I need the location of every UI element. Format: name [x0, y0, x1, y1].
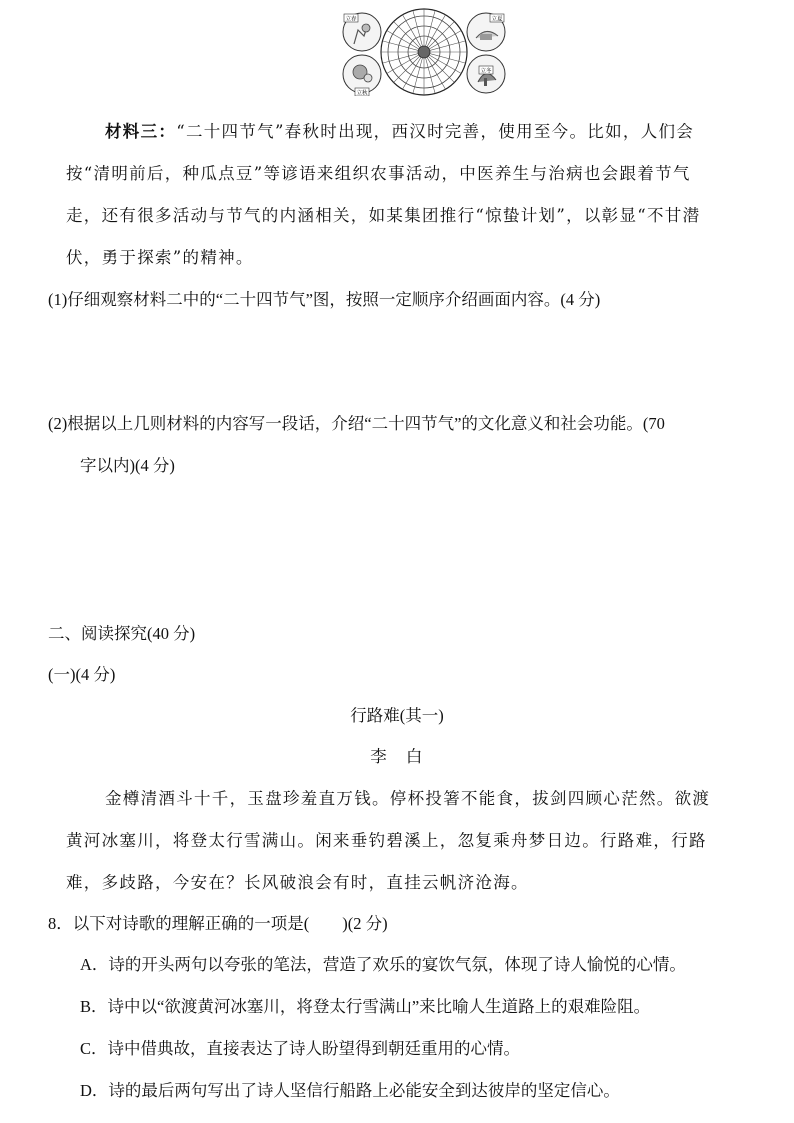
- poem-title: 行路难(其一): [350, 706, 444, 725]
- question-8-option-b: B．诗中以“欲渡黄河冰塞川，将登太行雪满山”来比喻人生道路上的艰难险阻。: [80, 997, 651, 1016]
- material3-line-3: 走，还有很多活动与节气的内涵相关，如某集团推行“惊蛰计划”，以彰显“不甘潜: [66, 206, 701, 225]
- section-2-heading: 二、阅读探究(40 分): [48, 624, 196, 643]
- question-8-option-c: C．诗中借典故，直接表达了诗人盼望得到朝廷重用的心情。: [80, 1039, 521, 1058]
- material3-label: 材料三：: [105, 122, 177, 141]
- poem-line-3: 难，多歧路，今安在？长风破浪会有时，直挂云帆济沧海。: [66, 873, 529, 892]
- poem-line-2: 黄河冰塞川，将登太行雪满山。闲来垂钓碧溪上，忽复乘舟梦日边。行路难，行路: [66, 831, 707, 850]
- poem-author: 李 白: [370, 747, 424, 766]
- material3-line-1: [105, 118, 794, 142]
- question-2-line-1: (2)根据以上几则材料的内容写一段话，介绍“二十四节气”的文化意义和社会功能。(70: [48, 414, 665, 433]
- label-bottom-left: 立秋: [356, 90, 368, 96]
- poem-line-1: 金樽清酒斗十千，玉盘珍羞直万钱。停杯投箸不能食，拔剑四顾心茫然。欲渡: [105, 789, 711, 808]
- solar-terms-wheel-image: [340, 8, 508, 96]
- question-8-option-d: D．诗的最后两句写出了诗人坚信行船路上必能安全到达彼岸的坚定信心。: [80, 1081, 620, 1100]
- question-1: (1)仔细观察材料二中的“二十四节气”图，按照一定顺序介绍画面内容。(4 分): [48, 290, 601, 309]
- label-bottom-right: 立冬: [480, 68, 492, 75]
- material3-line-4: 伏，勇于探索”的精神。: [66, 248, 254, 267]
- material3-line-2: 按“清明前后，种瓜点豆”等谚语来组织农事活动，中医养生与治病也会跟着节气: [66, 164, 691, 183]
- label-top-left: 立春: [345, 16, 357, 23]
- question-2-line-2: 字以内)(4 分): [80, 456, 175, 475]
- label-top-right: 立夏: [491, 16, 503, 23]
- solar-terms-figure: [340, 8, 508, 96]
- material3-text-1: “二十四节气”春秋时出现，西汉时完善，使用至今。比如，人们会: [176, 122, 695, 141]
- subsection-1-heading: (一)(4 分): [48, 665, 116, 684]
- question-8-stem: 8．以下对诗歌的理解正确的一项是( )(2 分): [48, 914, 388, 933]
- question-8-option-a: A．诗的开头两句以夸张的笔法，营造了欢乐的宴饮气氛，体现了诗人愉悦的心情。: [80, 955, 686, 974]
